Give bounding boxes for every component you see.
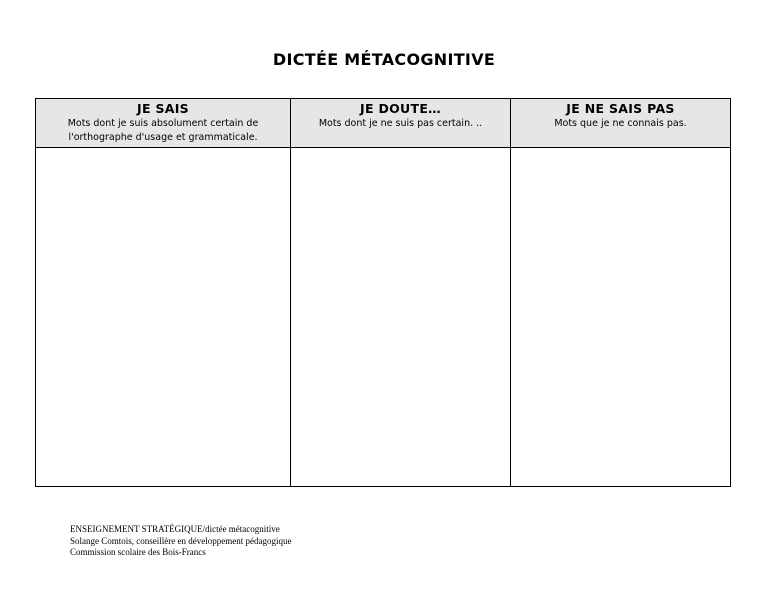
footer — [70, 524, 291, 559]
column-header — [511, 99, 730, 148]
column-description: Mots dont je suis absolument certain de l'orthographe d'usage et grammaticale. — [67, 118, 259, 143]
page-title: DICTÉE MÉTACOGNITIVE — [272, 50, 496, 69]
column-je-sais — [36, 99, 291, 486]
metacognitive-table — [35, 98, 731, 487]
footer-line: Solange Comtois, conseillère en développement pédagogique — [70, 535, 292, 546]
column-title: JE DOUTE… — [360, 101, 441, 116]
column-description: Mots que je ne connais pas. — [554, 118, 687, 129]
column-header — [36, 99, 290, 148]
column-header — [291, 99, 510, 148]
column-writing-area[interactable] — [36, 148, 290, 486]
column-writing-area[interactable] — [511, 148, 730, 486]
column-je-doute — [291, 99, 511, 486]
footer-line: ENSEIGNEMENT STRATÉGIQUE/dictée métacognitive — [70, 524, 280, 534]
column-je-ne-sais-pas — [511, 99, 730, 486]
column-title: JE NE SAIS PAS — [566, 101, 675, 116]
column-writing-area[interactable] — [291, 148, 510, 486]
footer-line: Commission scolaire des Bois-Francs — [70, 547, 206, 557]
column-description: Mots dont je ne suis pas certain. .. — [318, 118, 483, 129]
column-title: JE SAIS — [137, 101, 189, 116]
